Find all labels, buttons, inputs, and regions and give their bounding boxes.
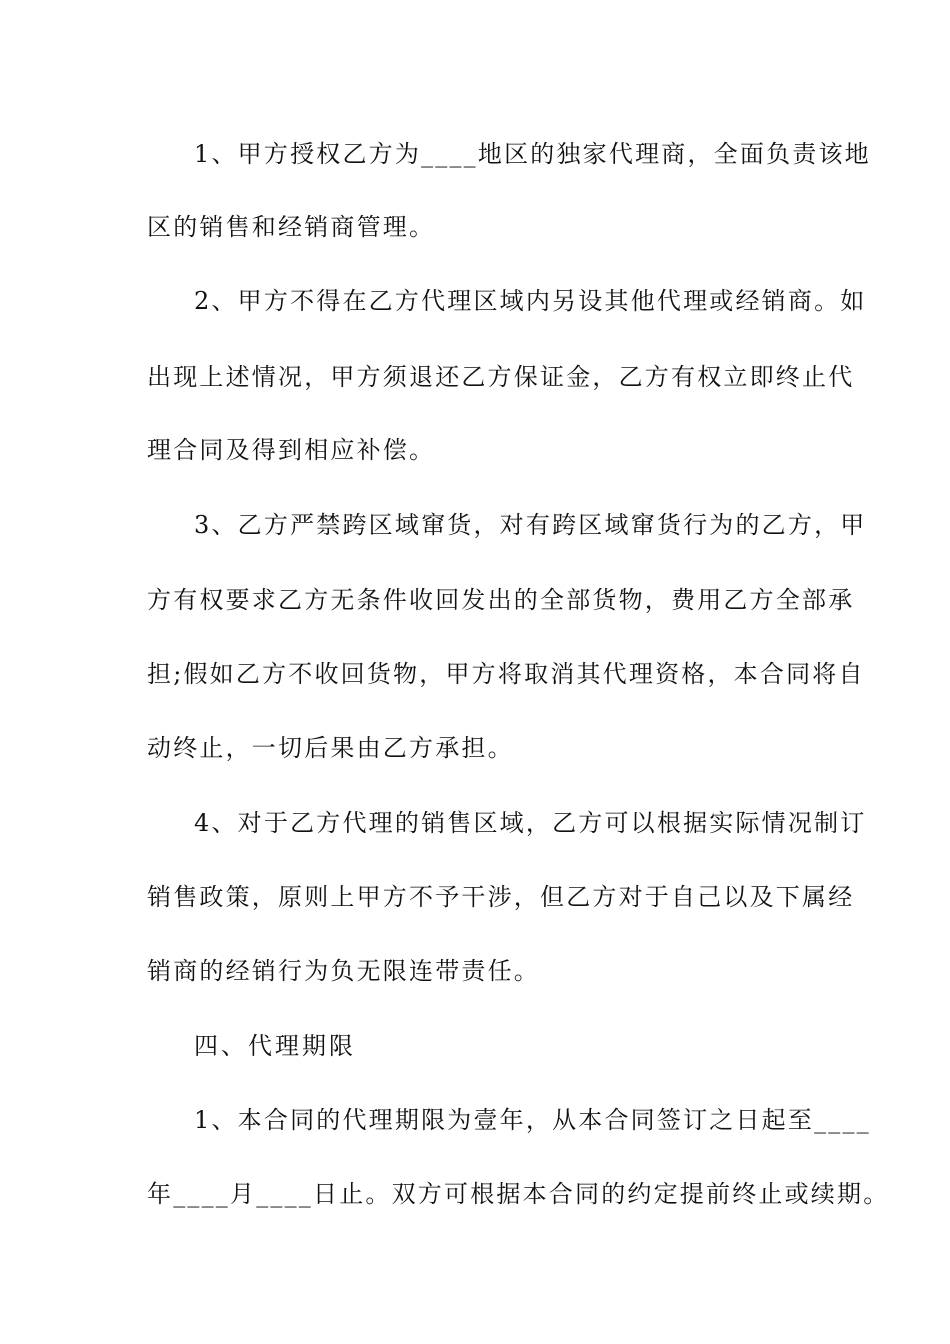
clause-4-line-1: 4、对于乙方代理的销售区域，乙方可以根据实际情况制订 <box>194 809 867 837</box>
clause-1-line-1: 1、甲方授权乙方为____地区的独家代理商，全面负责该地 <box>194 140 871 168</box>
clause-1-line-2: 区的销售和经销商管理。 <box>147 213 436 241</box>
clause-2-line-1: 2、甲方不得在乙方代理区域内另设其他代理或经销商。如 <box>194 287 867 315</box>
term-clause-1-line-1: 1、本合同的代理期限为壹年，从本合同签订之日起至____ <box>194 1106 871 1134</box>
term-clause-1-line-2: 年____月____日止。双方可根据本合同的约定提前终止或续期。 <box>147 1180 890 1208</box>
clause-3-line-3: 担;假如乙方不收回货物，甲方将取消其代理资格，本合同将自 <box>147 660 865 688</box>
clause-3-line-4: 动终止，一切后果由乙方承担。 <box>147 734 514 762</box>
clause-4-line-3: 销商的经销行为负无限连带责任。 <box>147 957 540 985</box>
clause-3-line-1: 3、乙方严禁跨区域窜货，对有跨区域窜货行为的乙方，甲 <box>194 511 867 539</box>
clause-4-line-2: 销售政策，原则上甲方不予干涉，但乙方对于自己以及下属经 <box>147 883 855 911</box>
section-heading-agency-term: 四、代理期限 <box>194 1032 356 1060</box>
clause-2-line-3: 理合同及得到相应补偿。 <box>147 436 436 464</box>
clause-3-line-2: 方有权要求乙方无条件收回发出的全部货物，费用乙方全部承 <box>147 586 855 614</box>
clause-2-line-2: 出现上述情况，甲方须退还乙方保证金，乙方有权立即终止代 <box>147 363 855 391</box>
